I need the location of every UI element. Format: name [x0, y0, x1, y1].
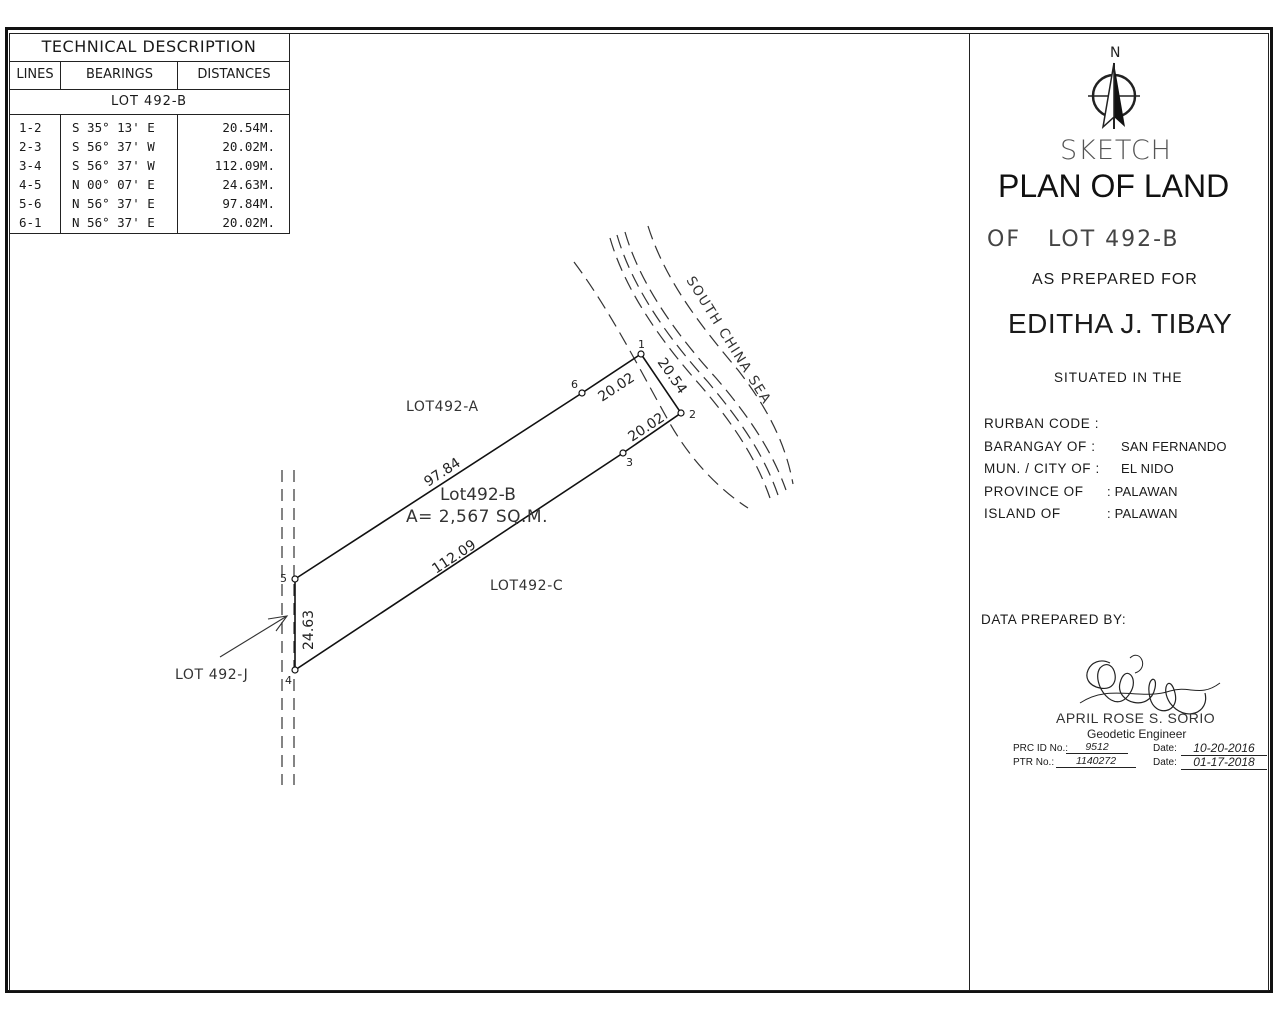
adjacent-lot-north: LOT492-A — [406, 399, 479, 415]
row-line: 5-6 — [19, 196, 42, 211]
row-bearing: N 56° 37' E — [72, 196, 155, 211]
shoreline — [574, 226, 793, 508]
corner-label: 5 — [280, 572, 287, 585]
sketch-label: SKETCH — [1060, 135, 1172, 166]
row-bearing: N 00° 07' E — [72, 177, 155, 192]
location-label: BARANGAY OF : — [984, 439, 1096, 454]
road-lines — [282, 470, 294, 785]
corner-point — [292, 576, 298, 582]
prc-date: 10-20-2016 — [1181, 741, 1267, 756]
row-bearing: S 35° 13' E — [72, 120, 155, 135]
ptr-label: PTR No.: — [1013, 757, 1055, 768]
location-label: ISLAND OF — [984, 506, 1061, 521]
corner-label: 4 — [285, 674, 292, 687]
row-line: 3-4 — [19, 158, 42, 173]
corner-point — [638, 351, 644, 357]
corner-point — [292, 667, 298, 673]
data-prepared-by-label: DATA PREPARED BY: — [981, 612, 1127, 627]
location-value: : PALAWAN — [1107, 506, 1178, 521]
row-bearing: N 56° 37' E — [72, 215, 155, 230]
row-line: 2-3 — [19, 139, 42, 154]
owner-name: EDITHA J. TIBAY — [1008, 308, 1233, 339]
north-label: N — [1110, 45, 1121, 61]
location-label: MUN. / CITY OF : — [984, 461, 1100, 476]
location-label: PROVINCE OF — [984, 484, 1084, 499]
ptr-date-label: Date: — [1153, 757, 1177, 768]
row-distance: 20.02M. — [222, 215, 275, 230]
row-line: 4-5 — [19, 177, 42, 192]
distance-3-4: 112.09 — [429, 537, 480, 578]
ptr-value: 1140272 — [1056, 755, 1136, 768]
lot-area: A= 2,567 SQ.M. — [406, 507, 548, 527]
lot-reference: OF LOT 492-B — [987, 227, 1180, 252]
row-line: 1-2 — [19, 120, 42, 135]
situated-label: SITUATED IN THE — [1054, 370, 1183, 385]
prc-label: PRC ID No.: — [1013, 743, 1069, 754]
corner-label: 2 — [689, 408, 696, 421]
location-label: RURBAN CODE : — [984, 416, 1100, 431]
north-arrow-icon — [1074, 41, 1154, 141]
distance-4-5: 24.63 — [301, 609, 317, 650]
row-distance: 24.63M. — [222, 177, 275, 192]
row-bearing: S 56° 37' W — [72, 158, 155, 173]
pointer-arrow — [220, 616, 287, 657]
plan-of-land-title: PLAN OF LAND — [998, 168, 1230, 204]
lot-label: Lot492-B — [440, 485, 516, 505]
adjacent-lot-west: LOT 492-J — [175, 667, 249, 683]
corner-point — [678, 410, 684, 416]
distance-5-6: 97.84 — [421, 454, 464, 491]
shoreline-curve — [625, 232, 786, 490]
row-distance: 97.84M. — [222, 196, 275, 211]
corner-point — [579, 390, 585, 396]
header-lines: LINES — [9, 61, 61, 90]
engineer-title: Geodetic Engineer — [1087, 727, 1187, 741]
corner-label: 3 — [626, 456, 633, 469]
row-distance: 20.54M. — [222, 120, 275, 135]
adjacent-lot-south: LOT492-C — [490, 578, 564, 594]
location-value: : PALAWAN — [1107, 484, 1178, 499]
prepared-for-label: AS PREPARED FOR — [1032, 271, 1198, 288]
header-bearings: BEARINGS — [61, 61, 178, 90]
location-value: EL NIDO — [1121, 461, 1174, 476]
distance-1-2: 20.54 — [653, 355, 690, 398]
header-distances: DISTANCES — [178, 61, 290, 90]
location-value: SAN FERNANDO — [1121, 439, 1227, 454]
corner-label: 6 — [571, 378, 578, 391]
corner-label: 1 — [638, 338, 645, 351]
shoreline-curve — [574, 262, 748, 508]
prc-value: 9512 — [1066, 741, 1128, 754]
ptr-date: 01-17-2018 — [1181, 755, 1267, 770]
row-distance: 112.09M. — [214, 158, 275, 173]
table-title: TECHNICAL DESCRIPTION — [9, 33, 289, 62]
row-bearing: S 56° 37' W — [72, 139, 155, 154]
prc-date-label: Date: — [1153, 743, 1177, 754]
distance-6-1: 20.02 — [595, 369, 638, 406]
distance-2-3: 20.02 — [625, 409, 668, 446]
sea-label: SOUTH CHINA SEA — [682, 273, 775, 408]
engineer-name: APRIL ROSE S. SORIO — [1056, 710, 1216, 726]
table-lot-label: LOT 492-B — [9, 90, 289, 115]
row-line: 6-1 — [19, 215, 42, 230]
shoreline-curve — [648, 226, 793, 484]
row-distance: 20.02M. — [222, 139, 275, 154]
